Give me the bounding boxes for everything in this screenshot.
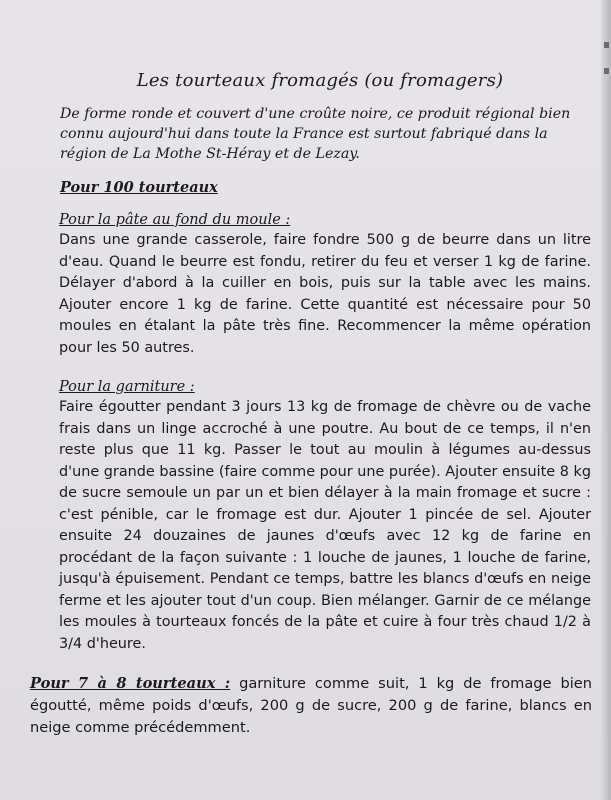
spacer (46, 655, 594, 673)
spacer (46, 359, 594, 377)
pate-title: Pour la pâte au fond du moule : (59, 212, 291, 228)
final-paragraph (30, 673, 592, 739)
recipe-content (30, 70, 594, 739)
garniture-title: Pour la garniture : (59, 379, 195, 395)
garniture-text: Faire égoutter pendant 3 jours 13 kg de fromage de chèvre ou de vache frais dans un linge accroché à une poutre. Au bout de ce temps, il n'en reste plus que 11 kg. Passer le tout au moulin à légumes au-dessus d'une grande bassine (faire comme pour une purée). Ajouter ensuite 8 kg de sucre semoule un par un et bien délayer à la main fromage et sucre : c'est pénible, car le fromage est dur. Ajouter 1 pincée de sel. Ajouter ensuite 24 douzaines de jaunes d'œufs avec 12 kg de farine en procédant de la façon suivante : 1 louche de jaunes, 1 louche de farine, jusqu'à épuisement. Pendant ce temps, battre les blancs d'œufs en neige ferme et les ajouter tout d'un coup. Bien mélanger. Garnir de ce mélange les moules à tourteaux foncés de la pâte et cuire à four très chaud 1/2 à 3/4 d'heure. (59, 399, 591, 652)
final-heading: Pour 7 à 8 tourteaux : (30, 675, 231, 692)
pate-text: Dans une grande casserole, faire fondre 500 g de beurre dans un litre d'eau. Quand le beurre est fondu, retirer du feu et verser 1 kg de farine. Délayer d'abord à la cuiller en bois, puis sur la table avec les mains. Ajouter encore 1 kg de farine. Cette quantité est nécessaire pour 50 moules en étalant la pâte très fine. Recommencer la même opération pour les 50 autres. (59, 232, 591, 356)
final-text: garniture comme suit, 1 kg de fromage bien égoutté, même poids d'œufs, 200 g de sucre, 200 g de farine, blancs en neige comme précédemment. (30, 675, 592, 736)
edge-mark-bottom (604, 68, 609, 74)
page-edge (601, 0, 611, 800)
section-title-100: Pour 100 tourteaux (60, 179, 218, 196)
recipe-intro: De forme ronde et couvert d'une croûte noire, ce produit régional bien connu aujourd'hui dans toute la France est surtout fabriqué dans la région de La Mothe St-Héray et de Lezay. (60, 106, 571, 162)
recipe-title: Les tourteaux fromagés (ou fromagers) (136, 70, 504, 91)
edge-mark-top (604, 42, 609, 48)
